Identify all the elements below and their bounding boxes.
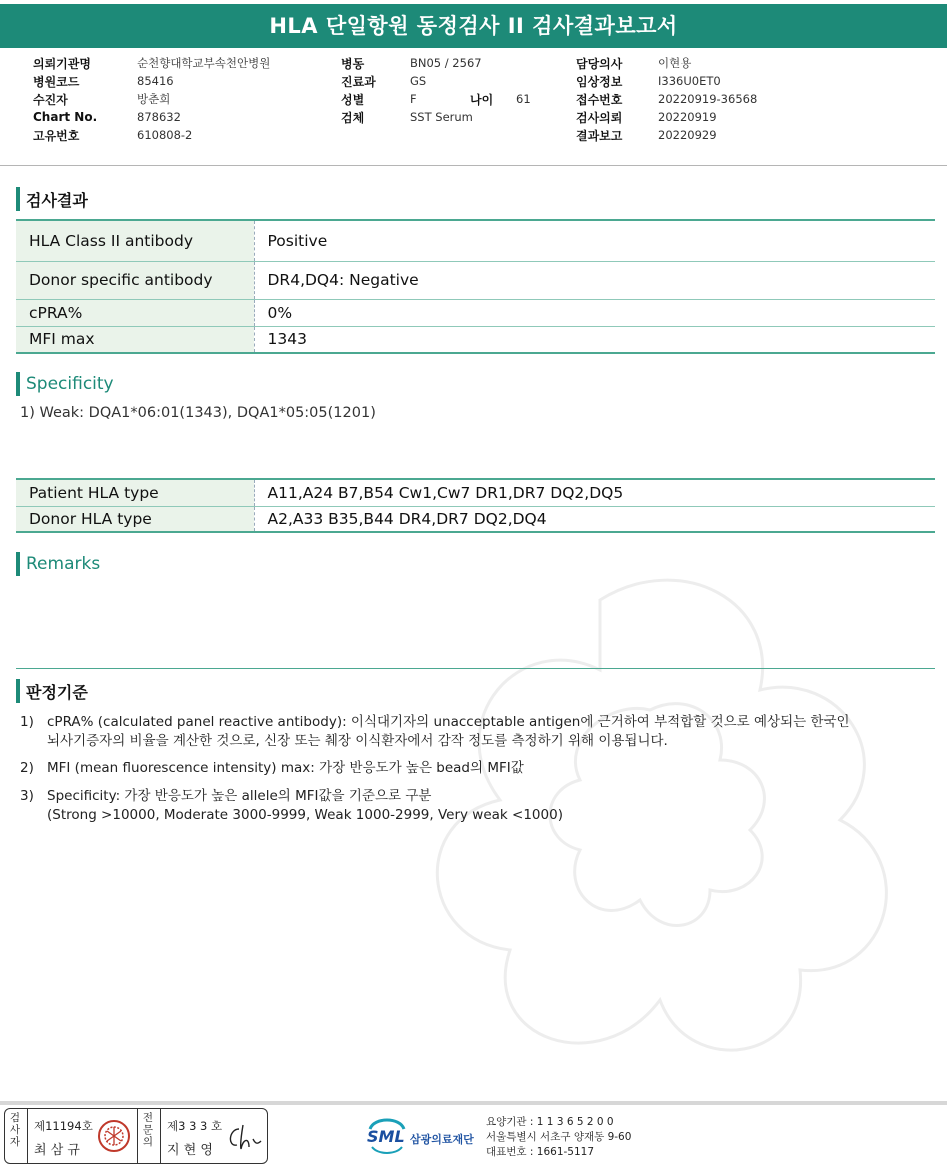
age-value: 61	[516, 92, 531, 106]
criteria-body	[47, 713, 927, 751]
vertical-label-char: 의	[142, 1136, 154, 1148]
field-value: 20220929	[658, 128, 717, 142]
field-value: 878632	[137, 110, 181, 124]
organization-info	[486, 1115, 631, 1160]
divider	[27, 1109, 28, 1163]
field-label: 진료과	[341, 74, 376, 89]
criteria-line: 뇌사기증자의 비율을 계산한 것으로, 신장 또는 췌장 이식환자에서 감작 정도를 측정하기 위해 이용됩니다.	[47, 733, 668, 749]
header-row	[576, 72, 757, 90]
divider	[16, 668, 935, 669]
header-row	[341, 108, 531, 126]
hla-label: Patient HLA type	[16, 479, 254, 506]
table-row	[16, 479, 935, 506]
field-label: 접수번호	[576, 92, 623, 107]
section-bar	[16, 187, 20, 211]
results-table	[16, 219, 935, 354]
section-bar	[16, 552, 20, 576]
table-row	[16, 506, 935, 532]
hla-value: A2,A33 B35,B44 DR4,DR7 DQ2,DQ4	[254, 506, 935, 532]
signature-box	[4, 1108, 268, 1164]
signature-icon	[225, 1123, 265, 1153]
organization-address: 서울특별시 서초구 양재동 9-60	[486, 1131, 632, 1143]
field-value: 85416	[137, 74, 174, 88]
result-label: HLA Class II antibody	[16, 220, 254, 261]
field-label: 고유번호	[33, 128, 80, 143]
organization-name: 삼광의료재단	[410, 1133, 474, 1146]
header-row	[33, 54, 270, 72]
field-label: Chart No.	[33, 110, 98, 124]
field-label: 병원코드	[33, 74, 80, 89]
field-value: 방춘희	[137, 92, 171, 106]
table-row	[16, 261, 935, 299]
field-value: BN05 / 2567	[410, 56, 482, 70]
inspector-name: 최 삼 규	[34, 1143, 80, 1158]
hla-value: A11,A24 B7,B54 Cw1,Cw7 DR1,DR7 DQ2,DQ5	[254, 479, 935, 506]
criteria-line: cPRA% (calculated panel reactive antibody): 이식대기자의 unacceptable antigen에 근거하여 부적합할 것으로 예상되는 한국인	[47, 714, 850, 730]
field-value: 이현용	[658, 56, 692, 70]
result-value: DR4,DQ4: Negative	[254, 261, 935, 299]
section-title: Remarks	[26, 554, 101, 574]
result-label: Donor specific antibody	[16, 261, 254, 299]
header-row	[341, 72, 531, 90]
section-specificity-heading	[16, 372, 114, 396]
field-value: 순천향대학교부속천안병원	[137, 56, 271, 70]
header-row	[341, 90, 531, 108]
age-label: 나이	[470, 92, 494, 107]
criteria-body	[47, 759, 927, 778]
header-row	[341, 54, 531, 72]
footer-divider	[0, 1101, 947, 1105]
header-column-2	[341, 54, 531, 126]
field-label: 성별	[341, 92, 365, 107]
result-label: cPRA%	[16, 299, 254, 326]
inspector-license-number: 제11194호	[34, 1119, 93, 1133]
header-row	[33, 72, 270, 90]
criteria-line: Specificity: 가장 반응도가 높은 allele의 MFI값을 기준으로 구분	[47, 788, 432, 804]
official-seal-icon	[97, 1119, 131, 1153]
section-remarks-heading	[16, 552, 100, 576]
section-bar	[16, 679, 20, 703]
field-value: 610808-2	[137, 128, 193, 142]
criteria-line: (Strong >10000, Moderate 3000-9999, Weak 1000-2999, Very weak <1000)	[47, 807, 563, 823]
inspector-label	[8, 1112, 22, 1148]
vertical-label-char: 사	[9, 1124, 21, 1136]
header-row	[33, 90, 270, 108]
criteria-number: 3)	[20, 788, 34, 804]
section-criteria-heading	[16, 679, 88, 703]
header-row	[576, 90, 757, 108]
field-label: 결과보고	[576, 128, 623, 143]
field-value: 20220919	[658, 110, 717, 124]
section-title: 판정기준	[26, 682, 88, 702]
result-value: 0%	[254, 299, 935, 326]
header-row	[576, 126, 757, 144]
field-label: 검사의뢰	[576, 110, 623, 125]
organization-phone: 대표번호 : 1661-5117	[486, 1146, 595, 1158]
sml-logo-text: SML	[367, 1127, 405, 1146]
section-title: 검사결과	[26, 190, 88, 210]
field-value: GS	[410, 74, 427, 88]
field-value: 20220919-36568	[658, 92, 758, 106]
field-label: 담당의사	[576, 56, 623, 71]
criteria-number: 2)	[20, 760, 34, 776]
header-row	[33, 126, 270, 144]
vertical-label-char: 검	[9, 1112, 21, 1124]
table-row	[16, 299, 935, 326]
divider	[160, 1109, 161, 1163]
criteria-number: 1)	[20, 714, 34, 730]
patient-info-header	[0, 48, 947, 166]
section-title: Specificity	[26, 374, 114, 394]
section-results-heading	[16, 187, 88, 211]
field-label: 병동	[341, 56, 365, 71]
table-row	[16, 326, 935, 353]
field-value: SST Serum	[410, 110, 473, 124]
result-value: Positive	[254, 220, 935, 261]
vertical-label-char: 전	[142, 1112, 154, 1124]
field-label: 의뢰기관명	[33, 56, 91, 71]
hla-type-table	[16, 478, 935, 533]
hla-label: Donor HLA type	[16, 506, 254, 532]
field-label: 검체	[341, 110, 365, 125]
vertical-label-char: 문	[142, 1124, 154, 1136]
report-title: HLA 단일항원 동정검사 II 검사결과보고서	[0, 4, 947, 48]
result-label: MFI max	[16, 326, 254, 353]
divider	[137, 1109, 138, 1163]
field-value: F	[410, 92, 417, 106]
header-row	[33, 108, 270, 126]
field-value: I336U0ET0	[658, 74, 721, 88]
header-column-1	[33, 54, 270, 144]
header-row	[576, 108, 757, 126]
result-value: 1343	[254, 326, 935, 353]
section-bar	[16, 372, 20, 396]
reviewer-license-number: 제3 3 3 호	[167, 1119, 223, 1133]
vertical-label-char: 자	[9, 1136, 21, 1148]
header-column-3	[576, 54, 757, 144]
specificity-text: 1) Weak: DQA1*06:01(1343), DQA1*05:05(1201)	[20, 405, 376, 421]
field-label: 임상정보	[576, 74, 623, 89]
table-row	[16, 220, 935, 261]
criteria-body	[47, 787, 927, 825]
reviewer-label	[141, 1112, 155, 1148]
field-label: 수진자	[33, 92, 68, 107]
organization-code: 요양기관 : 1 1 3 6 5 2 0 0	[486, 1116, 614, 1128]
criteria-line: MFI (mean fluorescence intensity) max: 가장 반응도가 높은 bead의 MFI값	[47, 760, 524, 776]
header-row	[576, 54, 757, 72]
reviewer-name: 지 현 영	[167, 1143, 213, 1158]
